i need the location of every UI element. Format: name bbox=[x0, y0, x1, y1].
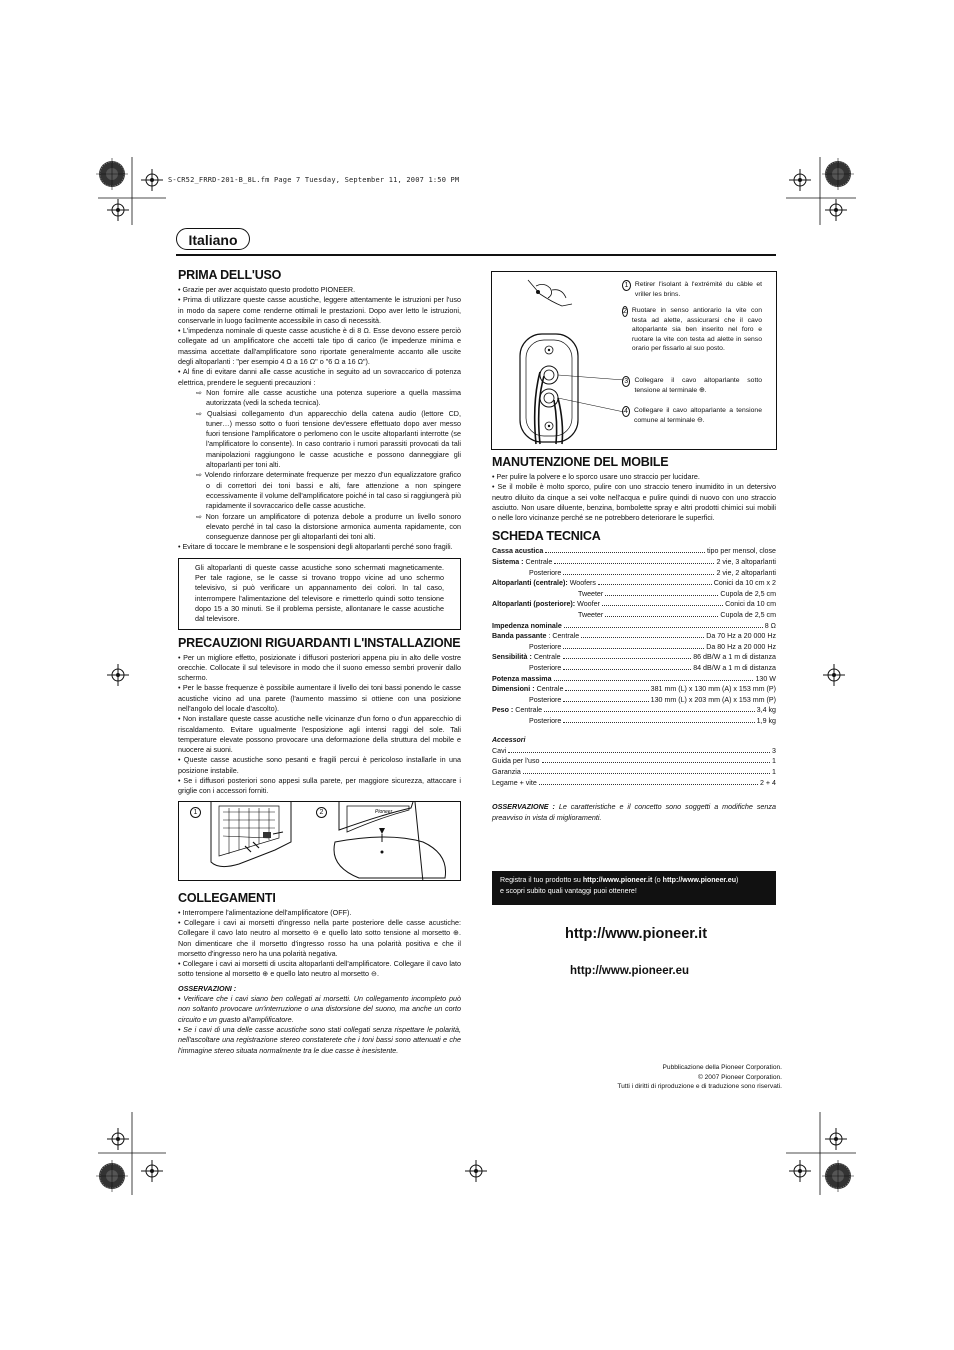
spec-sub: Posteriore bbox=[529, 642, 562, 651]
spec-row bbox=[492, 578, 776, 589]
step-1-num: 1 bbox=[622, 280, 631, 291]
shielding-note-box bbox=[178, 558, 461, 630]
spec-row bbox=[492, 589, 776, 600]
spec-sub: Centrale bbox=[536, 685, 564, 694]
scheda-obs-title: OSSERVAZIONE : bbox=[492, 802, 555, 812]
spec-label: Dimensioni : bbox=[492, 685, 535, 694]
step-4-text: Collegare il cavo altoparlante a tensione comune al terminale ⊖. bbox=[633, 407, 762, 424]
register-line2: e scopri subito quali vantaggi puoi ottenere! bbox=[500, 887, 637, 895]
fig-brand: Pioneer bbox=[375, 808, 393, 815]
accessori-leader bbox=[523, 772, 770, 774]
spec-value: Conici da 10 cm x 2 bbox=[713, 579, 776, 588]
spec-row bbox=[492, 557, 776, 568]
spec-value: 130 W bbox=[755, 674, 776, 683]
spec-leader bbox=[598, 583, 712, 585]
install-p2: • Per le basse frequenze è possibile aumentare il livello dei toni bassi ponendo le casse acustiche vicino ad una parete (l'aumento massimo si ottiene con una posizione nell'angolo del locale d'ascolto). bbox=[178, 683, 461, 713]
spec-label: Cassa acustica bbox=[492, 547, 544, 556]
manut-p1: • Per pulire la polvere e lo sporco usare uno straccio per lucidare. bbox=[492, 472, 700, 481]
scheda-obs-text: Le caratteristiche e il concetto sono soggetti a modifiche senza preavviso in vista di miglioramenti. bbox=[492, 802, 777, 822]
spec-sub: Tweeter bbox=[578, 589, 604, 598]
prima-s2: ⇨ Qualsiasi collegamento d'un apparecchio della catena audio (lettore CD, tuner…) messo sotto o fuori tensione dev'essere effettuato dopo aver messo fuori tensione l'amplificatore o perlomeno con le uscite altoparlanti interrotte (se l'amplificatore lo consente). In caso contrario i rumori parassiti provocati da tali manipolazioni raggiungono le casse acustiche e possono danneggiare gli altoparlanti per toni alti. bbox=[196, 408, 461, 470]
spec-value: Conici da 10 cm bbox=[725, 600, 776, 609]
wall-mount-illustration bbox=[179, 802, 461, 881]
collegamenti-title: COLLEGAMENTI bbox=[178, 890, 276, 905]
spec-label: Impedenza nominale bbox=[492, 621, 562, 630]
colleg-obs1: • Verificare che i cavi siano ben collegati ai morsetti. Un collegamento incompleto può non soltanto provocare un'interruzione o una distorsione del suono, ma anche un corto circuito e un guasto all'amplificatore. bbox=[178, 994, 461, 1024]
accessori-leader bbox=[508, 751, 770, 753]
spec-value: Da 70 Hz a 20 000 Hz bbox=[706, 632, 776, 641]
spec-leader bbox=[564, 626, 763, 628]
spec-label: Sensibilità : bbox=[492, 653, 532, 662]
wall-mount-figure bbox=[178, 801, 461, 881]
step-3 bbox=[622, 376, 762, 406]
accessori-label: Guida per l'uso bbox=[492, 757, 540, 766]
spec-sub: Centrale bbox=[515, 706, 543, 715]
prima-p4: • Al fine di evitare danni alle casse acustiche in seguito ad un sovraccarico di potenza elettrica, prendere le seguenti precauzioni : bbox=[178, 367, 461, 387]
spec-sub: Posteriore bbox=[529, 568, 562, 577]
step-2-num: 2 bbox=[623, 308, 627, 315]
shielding-note: Gli altoparlanti di queste casse acustiche sono schermati magneticamente. Per tale ragione, se le casse si trovano troppo vicine ad uno schermo televisivo, si può verificare un appannamento dei colori. In tal caso, interrompere l'alimentazione del televisore e rimetterlo quindi sotto tensione dopo 15 a 30 minuti. Se il problema persiste, allontanare le casse acustiche dal televisore. bbox=[195, 562, 444, 624]
installazione-title: PRECAUZIONI RIGUARDANTI L'INSTALLAZIONE bbox=[178, 635, 461, 650]
spec-leader bbox=[563, 657, 692, 659]
step-3-num: 3 bbox=[622, 376, 630, 387]
accessori-value: 2 + 4 bbox=[760, 778, 776, 787]
spec-leader bbox=[554, 679, 754, 681]
spec-sub: Posteriore bbox=[529, 716, 562, 725]
step-1-text: Retirer l'isolant à l'extrémité du câble et vriller les brins. bbox=[634, 281, 762, 298]
spec-value: 3,4 kg bbox=[756, 706, 776, 715]
spec-leader bbox=[563, 700, 648, 702]
spec-table bbox=[492, 546, 776, 726]
prima-p3: • L'impedenza nominale di queste casse acustiche è di 8 Ω. Esse devono essere perciò collegate ad un amplificatore che accetti tale tipo di carico (le impedenze minima e massima accettate dall'amplificatore sono riportate generalmente accanto alle uscite degli altoparlanti : "per esempio 4 Ω a 16 Ω" o "6 Ω a 16 Ω"). bbox=[178, 326, 461, 367]
accessori-title: Accessori bbox=[492, 736, 526, 744]
prima-s3: ⇨ Volendo rinforzare determinate frequenze per mezzo d'un equalizzatore grafico o di correttori dei toni bassi e alti, fare attenzione a non spingere eccessivamente il volume dell'amplificatore poiché in tal caso si raggiungerà più rapidamente il sovraccarico delle casse acustiche. bbox=[196, 470, 461, 511]
accessori-label: Legame + vite bbox=[492, 778, 537, 787]
spec-leader bbox=[602, 604, 723, 606]
spec-leader bbox=[554, 562, 714, 564]
spec-row bbox=[492, 546, 776, 557]
spec-label: Sistema : bbox=[492, 558, 524, 567]
install-p5: • Se i diffusori posteriori sono appesi sulla parete, per maggiore sicurezza, attaccare i griglie con i accessori forniti. bbox=[178, 776, 461, 796]
spec-row bbox=[492, 642, 776, 653]
step-4 bbox=[622, 406, 762, 430]
colleg-p3: • Collegare i cavi ai morsetti di uscita altoparlanti dell'amplificatore. Collegare il cavo lato sotto tensione al morsetto ⊕ e quello lato neutro al morsetto ⊖. bbox=[178, 959, 461, 979]
spec-label: Potenza massima bbox=[492, 674, 552, 683]
spec-row bbox=[492, 652, 776, 663]
step-3-text: Collegare il cavo altoparlante sotto tensione al terminale ⊕. bbox=[634, 377, 762, 394]
install-p1: • Per un migliore effetto, posizionate i diffusori posteriori appena piu in alto delle vostre orecchie. Collocate il sul televisore in modo che il suono emesso sembri provenir dallo schermo. bbox=[178, 652, 461, 683]
colleg-obs-title: OSSERVAZIONI : bbox=[178, 983, 237, 993]
spec-sub: Woofers bbox=[569, 579, 596, 588]
fig-step-1: 1 bbox=[190, 807, 201, 818]
spec-leader bbox=[563, 721, 754, 723]
register-url1[interactable]: http://www.pioneer.it bbox=[582, 876, 653, 884]
spec-sub: Centrale bbox=[533, 653, 561, 662]
spec-label: Altoparlanti (posteriore): bbox=[492, 600, 576, 609]
prima-s4: ⇨ Non forzare un amplificatore di potenza debole a produrre un livello sonoro elevato perché in tal caso la distorsione armonica aumenta rapidamente, con conseguenze dannose per gli altoparlanti dei toni alti. bbox=[196, 511, 461, 542]
pioneer-eu-link[interactable]: http://www.pioneer.eu bbox=[570, 965, 690, 977]
register-line1 bbox=[500, 875, 768, 886]
step-2-text: Ruotare in senso antiorario la vite con testa ad alette, assicurarsi che il cavo altoparlante sia ben inserito nel foro e ruotare la vite con testa ad alette in senso orario per fissarlo al suo posto. bbox=[631, 307, 762, 352]
accessori-label: Cavi bbox=[492, 746, 507, 755]
spec-leader bbox=[605, 594, 718, 596]
publication-line1: Pubblicazione della Pioneer Corporation. bbox=[662, 1064, 782, 1071]
spec-value: 2 vie, 3 altoparlanti bbox=[716, 558, 776, 567]
spec-row bbox=[492, 716, 776, 727]
manutenzione-title: MANUTENZIONE DEL MOBILE bbox=[492, 455, 669, 469]
spec-leader bbox=[545, 551, 705, 553]
spec-value: 130 mm (L) x 203 mm (A) x 153 mm (P) bbox=[650, 695, 776, 704]
colleg-p1: • Interrompere l'alimentazione dell'amplificatore (OFF). bbox=[178, 907, 352, 917]
accessori-row bbox=[492, 778, 776, 789]
header-rule bbox=[176, 254, 776, 256]
spec-value: 2 vie, 2 altoparlanti bbox=[716, 568, 776, 577]
install-p3: • Non installare queste casse acustiche nelle vicinanze d'un forno o d'un apparecchio di riscaldamento. Evitare ugualmente l'esposizione agli intensi raggi del sole. Tali temperature elevate possono provocare una deformazione della struttura del mobile e nuocere ai suoni. bbox=[178, 714, 461, 755]
spec-leader bbox=[544, 710, 755, 712]
spec-value: 381 mm (L) x 130 mm (A) x 153 mm (P) bbox=[650, 685, 776, 694]
scheda-title: SCHEDA TECNICA bbox=[492, 529, 601, 544]
spec-value: Cupola de 2,5 cm bbox=[720, 589, 776, 598]
step-2 bbox=[622, 306, 762, 376]
accessori-value: 3 bbox=[772, 746, 776, 755]
prima-p2: • Prima di utilizzare queste casse acustiche, leggere attentamente le istruzioni per l'uso in modo da sapere come renderne ottimali le prestazioni. Dopo aver letto le istruzioni, conservarle in luogo facilmente accessibile in caso di necessità. bbox=[178, 295, 461, 325]
spec-sub: Posteriore bbox=[529, 664, 562, 673]
accessori-label: Garanzia bbox=[492, 768, 521, 777]
prima-s1: ⇨ Non fornire alle casse acustiche una potenza superiore a quella massima autorizzata (vedi la scheda tecnica). bbox=[196, 387, 461, 408]
register-url2[interactable]: http://www.pioneer.eu bbox=[662, 876, 737, 884]
file-info: S-CR52_FRRD-201-B_8L.fm Page 7 Tuesday, September 11, 2007 1:50 PM bbox=[168, 176, 460, 184]
spec-value: tipo per mensol, close bbox=[706, 547, 776, 556]
step-1 bbox=[622, 280, 762, 306]
spec-label: Altoparlanti (centrale): bbox=[492, 579, 568, 588]
language-badge: Italiano bbox=[176, 228, 250, 250]
spec-row bbox=[492, 705, 776, 716]
spec-row bbox=[492, 621, 776, 632]
accessori-list bbox=[492, 746, 776, 788]
install-p4: • Queste casse acustiche sono pesanti e fragili percui è pericoloso installarle in una posizione instabile. bbox=[178, 755, 461, 775]
accessori-leader bbox=[539, 783, 758, 785]
spec-leader bbox=[563, 668, 691, 670]
spec-label: Peso : bbox=[492, 706, 514, 715]
fig-step-2: 2 bbox=[316, 807, 327, 818]
spec-leader bbox=[563, 647, 704, 649]
spec-row bbox=[492, 599, 776, 610]
spec-sub: Centrale bbox=[525, 558, 553, 567]
pioneer-it-link[interactable]: http://www.pioneer.it bbox=[565, 926, 708, 942]
register-post: ) bbox=[736, 876, 739, 884]
spec-row bbox=[492, 674, 776, 685]
spec-sub: Woofer bbox=[577, 600, 600, 609]
spec-leader bbox=[581, 636, 704, 638]
colleg-obs2: • Se i cavi di una delle casse acustiche sono stati collegati senza rispettare le polarità, nell'ascoltare una registrazione stereo constaterete che i toni bassi sono attenuati e che l'immagine stereo situata normalmente tra le due casse è inesistente. bbox=[178, 1024, 461, 1055]
register-mid: (o bbox=[654, 876, 661, 884]
terminal-steps bbox=[622, 280, 762, 430]
scheda-obs bbox=[492, 802, 776, 823]
spec-sub: : Centrale bbox=[548, 632, 580, 641]
accessori-row bbox=[492, 746, 776, 757]
spec-value: 84 dB/W a 1 m di distanza bbox=[693, 664, 776, 673]
accessori-value: 1 bbox=[772, 757, 776, 766]
manut-p2: • Se il mobile è molto sporco, pulire con uno straccio tenero inumidito in un detersivo neutro diluito da cinque a sei volte nell'acqua e pulire quindi di nuovo con uno straccio asciutto. Non usare diluente, benzina, bombolette spray e altri prodotti chimici sui mobili o nelle loro vicinanze perché se ne potrebbero deteriorare le superfici. bbox=[492, 482, 776, 523]
prima-p5: • Evitare di toccare le membrane e le sospensioni degli altoparlanti perché sono fragili. bbox=[178, 542, 453, 552]
right-column bbox=[492, 455, 776, 823]
spec-row bbox=[492, 631, 776, 642]
spec-leader bbox=[565, 689, 648, 691]
spec-row bbox=[492, 695, 776, 706]
publication-line2: © 2007 Pioneer Corporation. bbox=[697, 1073, 782, 1081]
accessori-row bbox=[492, 756, 776, 767]
left-column bbox=[178, 268, 461, 1056]
spec-row bbox=[492, 663, 776, 674]
prima-p1: • Grazie per aver acquistato questo prodotto PIONEER. bbox=[178, 285, 356, 294]
spec-sub: Tweeter bbox=[578, 611, 604, 620]
spec-label: Banda passante bbox=[492, 632, 547, 641]
spec-sub: Posteriore bbox=[529, 695, 562, 704]
publication-line3: Tutti i diritti di riproduzione e di traduzione sono riservati. bbox=[617, 1083, 782, 1091]
spec-value: Da 80 Hz a 20 000 Hz bbox=[706, 642, 776, 651]
spec-leader bbox=[563, 573, 714, 575]
spec-row bbox=[492, 568, 776, 579]
spec-value: 86 dB/W a 1 m di distanza bbox=[693, 653, 776, 662]
register-pre: Registra il tuo prodotto su bbox=[500, 876, 581, 884]
spec-value: Cupola de 2,5 cm bbox=[720, 611, 776, 620]
accessori-leader bbox=[542, 761, 771, 763]
accessori-value: 1 bbox=[772, 768, 776, 777]
register-box bbox=[492, 871, 776, 905]
spec-leader bbox=[605, 615, 718, 617]
step-4-num: 4 bbox=[622, 406, 630, 417]
spec-row bbox=[492, 610, 776, 621]
terminal-figure bbox=[491, 271, 777, 450]
publication-notice bbox=[617, 1063, 782, 1092]
spec-row bbox=[492, 684, 776, 695]
accessori-row bbox=[492, 767, 776, 778]
spec-value: 8 Ω bbox=[764, 621, 776, 630]
spec-value: 1,9 kg bbox=[756, 716, 776, 725]
colleg-p2: • Collegare i cavi ai morsetti d'ingresso nella parte posteriore delle casse acustiche: Collegare il cavo lato neutro al morsetto ⊖ e quello lato sotto tensione al morsetto ⊕. Non dimenticare che il morsetto d'ingresso rosso ha una polarità positiva e che il morsetto d'ingresso nero ha una polarità negativa. bbox=[178, 917, 461, 958]
prima-title: PRIMA DELL'USO bbox=[178, 268, 282, 282]
